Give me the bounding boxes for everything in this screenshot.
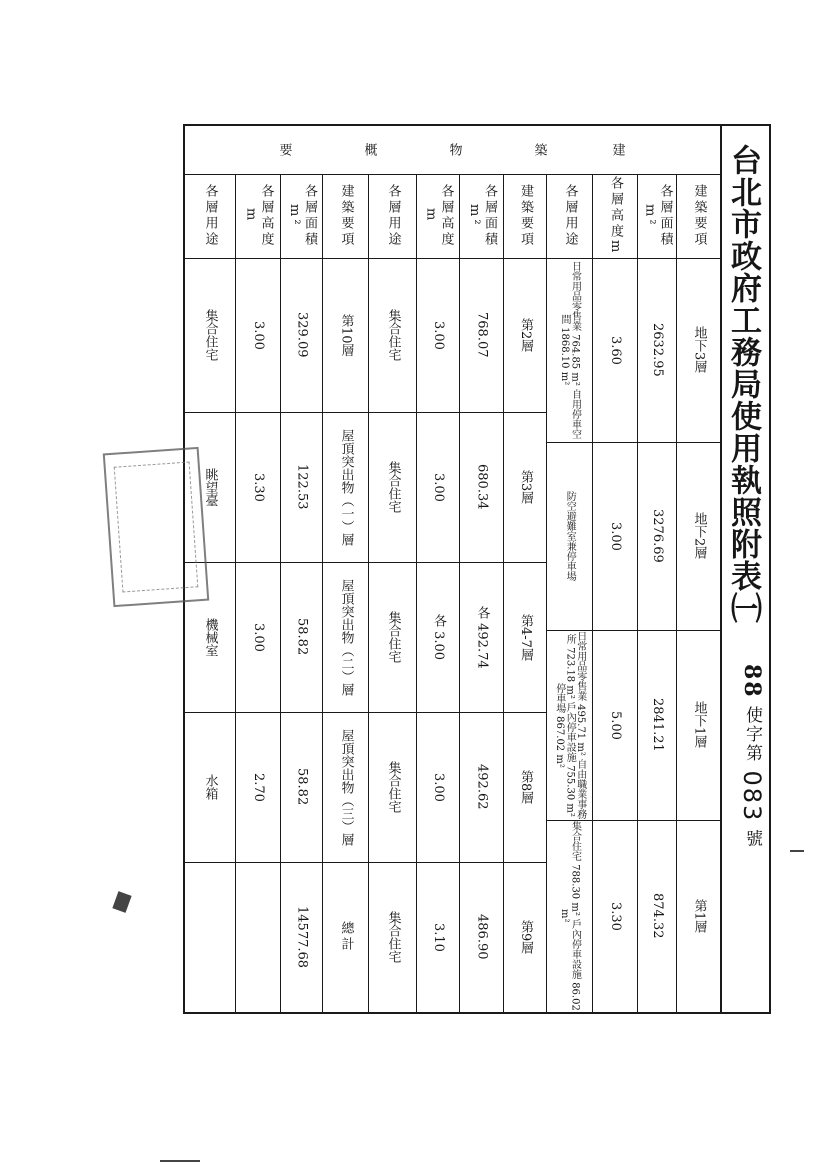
table-cell-area: 3276.69 bbox=[649, 509, 665, 563]
scan-mark bbox=[790, 850, 804, 852]
header-item: 建築要項 bbox=[338, 184, 354, 248]
document-title: 台北市政府工務局使用執照附表㈠ bbox=[725, 144, 761, 624]
table-cell-use: 集合住宅 bbox=[385, 611, 401, 663]
table-cell-height: 3.30 bbox=[250, 472, 266, 502]
section-wu: 物 bbox=[446, 143, 462, 157]
table-cell-use: 集合住宅 788.30 m² 戶內停車設施 86.02 m² bbox=[559, 821, 581, 1011]
header-height: 各層高度 m bbox=[423, 184, 454, 248]
table-cell-area: 329.09 bbox=[294, 312, 310, 358]
table-cell-use: 日常用品零售業 764.85 m² 自用停車空間 1868.10 m² bbox=[559, 260, 581, 440]
table-cell-use: 防空避難室兼停車場 bbox=[564, 491, 576, 581]
table-cell-use: 集合住宅 bbox=[202, 309, 218, 361]
table-cell-use bbox=[183, 862, 235, 1012]
table-cell-height: 各 3.00 bbox=[430, 613, 446, 661]
table-cell-height: 3.00 bbox=[607, 521, 623, 551]
table-cell-area: 2841.21 bbox=[649, 698, 665, 752]
table-cell-floor: 地下3層 bbox=[691, 326, 707, 374]
table-cell-height: 2.70 bbox=[250, 772, 266, 802]
table-cell-use: 集合住宅 bbox=[385, 911, 401, 963]
table-cell-height: 5.00 bbox=[607, 710, 623, 740]
title-column bbox=[720, 124, 771, 1014]
header-height: 各層高度 m bbox=[243, 184, 274, 248]
table-cell-floor: 地下1層 bbox=[691, 701, 707, 749]
table-cell-area: 各 492.74 bbox=[474, 605, 490, 669]
table-cell-area: 874.32 bbox=[649, 893, 665, 939]
table-cell-use: 機械室 bbox=[202, 617, 218, 657]
table-cell-height: 3.10 bbox=[430, 922, 446, 952]
official-stamp bbox=[103, 447, 210, 607]
license-number-block bbox=[732, 664, 766, 849]
header-use: 各層用途 bbox=[562, 184, 578, 248]
table-cell-height: 3.30 bbox=[607, 901, 623, 931]
table-cell-floor: 第3層 bbox=[517, 469, 533, 505]
header-area: 各層面積m² bbox=[642, 184, 673, 248]
table-cell-total-label: 總計 bbox=[338, 921, 354, 953]
table-cell-area: 768.07 bbox=[474, 312, 490, 358]
header-area: 各層面積m² bbox=[467, 184, 497, 248]
scan-mark bbox=[112, 891, 131, 913]
header-use: 各層用途 bbox=[385, 184, 401, 248]
table-cell-floor: 第10層 bbox=[338, 313, 354, 357]
table-cell-height bbox=[235, 862, 280, 1012]
table-cell-floor: 第1層 bbox=[691, 898, 707, 934]
section-yao: 要 bbox=[276, 143, 292, 157]
table-cell-area: 680.34 bbox=[474, 464, 490, 510]
table-cell-floor: 第4-7層 bbox=[517, 613, 533, 661]
header-item: 建築要項 bbox=[517, 184, 533, 248]
table-cell-use: 日常用品零售業 495.71 m² 自由職業事務所 723.18 m² 戶內停車設施 755.30 m² 停車場 867.02 m² bbox=[553, 630, 586, 820]
scan-mark bbox=[160, 1160, 200, 1162]
table-cell-area: 122.53 bbox=[294, 464, 310, 510]
table-cell-floor: 地下2層 bbox=[691, 512, 707, 560]
table-cell-height: 3.00 bbox=[250, 622, 266, 652]
table-cell-total-area: 14577.68 bbox=[294, 905, 310, 969]
table-cell-area: 2632.95 bbox=[649, 323, 665, 377]
table-cell-height: 3.00 bbox=[430, 320, 446, 350]
table-cell-floor: 屋頂突出物（三）層 bbox=[338, 728, 354, 846]
license-number: 083 bbox=[738, 770, 766, 823]
table-cell-floor: 第2層 bbox=[517, 317, 533, 353]
license-suffix: 號 bbox=[742, 829, 762, 849]
table-cell-area: 58.82 bbox=[294, 768, 310, 806]
table-cell-height: 3.60 bbox=[607, 335, 623, 365]
table-cell-use: 集合住宅 bbox=[385, 309, 401, 361]
table-cell-use: 眺望臺 bbox=[202, 467, 218, 507]
table-cell-floor: 屋頂突出物（一）層 bbox=[338, 428, 354, 546]
header-height: 各層高度m bbox=[607, 176, 623, 256]
table-cell-floor: 第8層 bbox=[517, 769, 533, 805]
table-cell-use: 集合住宅 bbox=[385, 461, 401, 513]
table-cell-height: 3.00 bbox=[430, 772, 446, 802]
table-cell-floor: 第9層 bbox=[517, 919, 533, 955]
table-cell-floor: 屋頂突出物（二）層 bbox=[338, 578, 354, 696]
section-building: 建 bbox=[609, 143, 625, 157]
header-use: 各層用途 bbox=[202, 184, 218, 248]
table-cell-height: 3.00 bbox=[430, 472, 446, 502]
table-cell-area: 58.82 bbox=[294, 618, 310, 656]
table-cell-use: 水箱 bbox=[202, 774, 218, 800]
table-cell-area: 492.62 bbox=[474, 764, 490, 810]
license-year: 88 bbox=[739, 664, 765, 699]
table-cell-area: 486.90 bbox=[474, 914, 490, 960]
section-zhu: 築 bbox=[531, 143, 547, 157]
header-area: 各層面積m² bbox=[287, 184, 317, 248]
table-cell-height: 3.00 bbox=[250, 320, 266, 350]
license-mid-text: 使字第 bbox=[742, 706, 762, 764]
header-item: 建築要項 bbox=[691, 184, 707, 248]
section-gai: 概 bbox=[361, 143, 377, 157]
table-cell-use: 集合住宅 bbox=[385, 761, 401, 813]
